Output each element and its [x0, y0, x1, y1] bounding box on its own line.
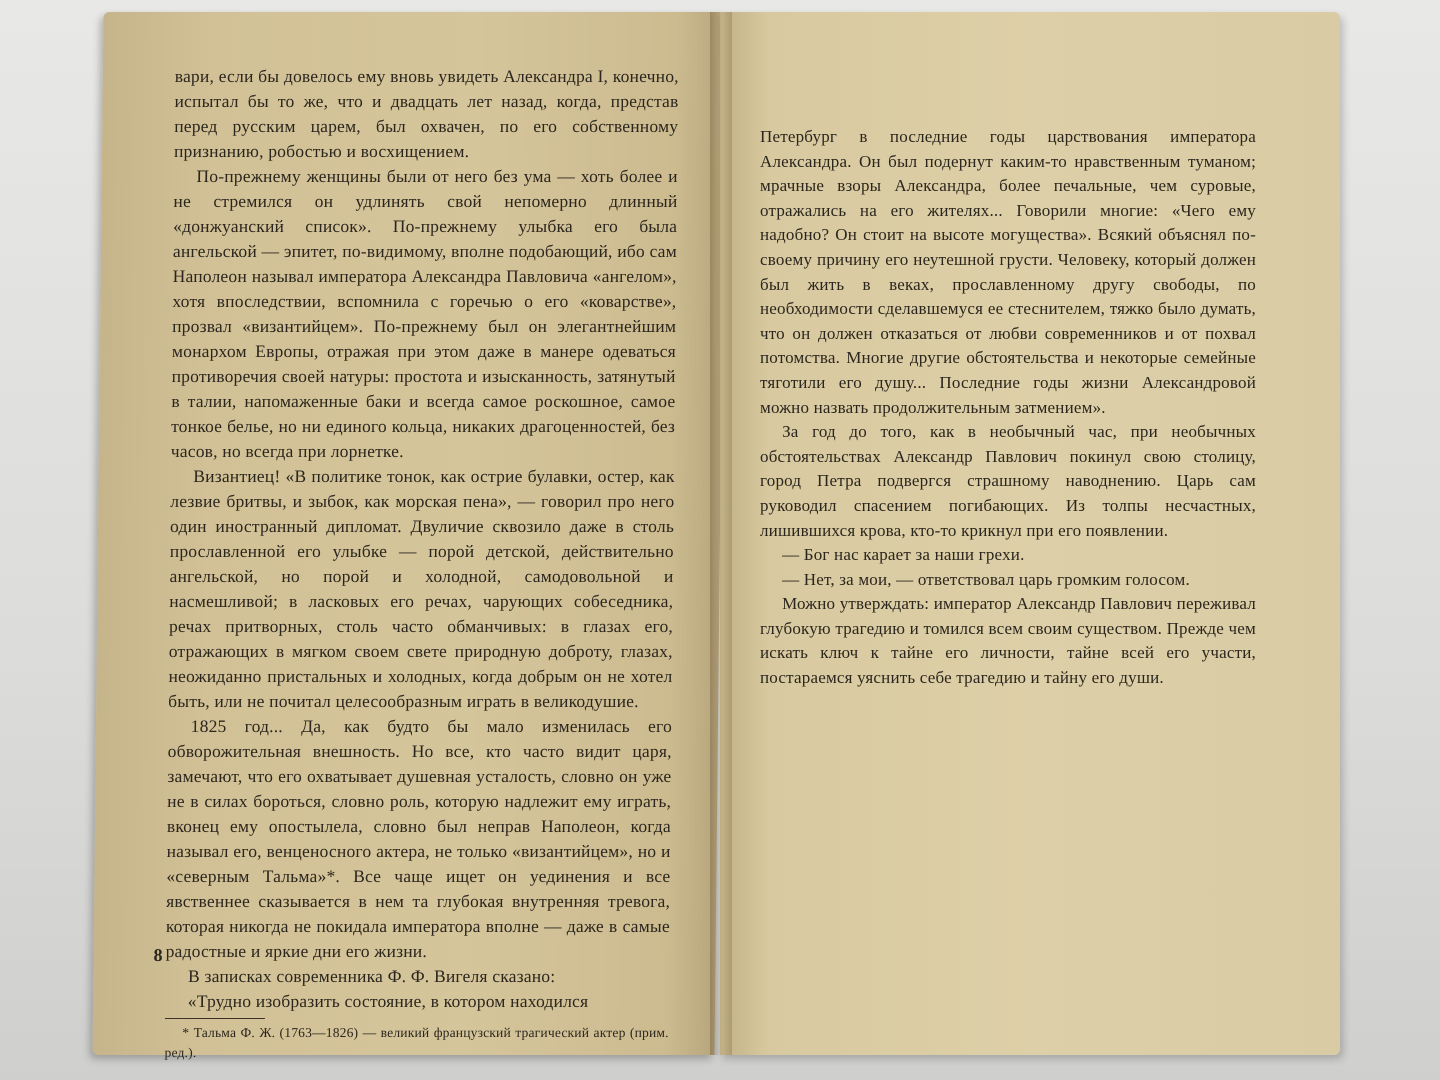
paragraph: Петербург в последние годы царствования императора Александра. Он был подернут каким-то нравственным туманом; мрачные взоры Александра, более печальные, чем суровые, отражались на его жителях... Говорили многие: «Чего ему надобно? Он стоит на высоте могущества». Всякий объяснял по-своему причину его неутешной грусти. Человеку, который должен был жить в веках, прославленному другу свободы, по необходимости сделавшемуся ее стеснителем, тяжко было думать, что он должен отказаться от любви современников и от похвал потомства. Многие другие обстоятельства и некоторые семейные тяготили его душу... Последние годы жизни Александровой можно назвать продолжительным затмением». [760, 127, 1256, 417]
paragraph: — Нет, за мои, — ответствовал царь громким голосом. [782, 569, 1190, 589]
left-page-text [164, 64, 678, 1063]
paragraph: По-прежнему женщины были от него без ума — хоть более и не стремился он удлинять свой непомерно длинный «донжуанский список». По-прежнему улыбка его была ангельской — эпитет, по-видимому, вполне подобающий, ибо сам Наполеон называл императора Александра Павловича «ангелом», хотя впоследствии, вспомнила с горечью о его «коварстве», прозвал «византийцем». По-прежнему был он элегантнейшим монархом Европы, отражая при этом даже в манере одеваться противоречия своей натуры: простота и изысканность, затянутый в талии, напомаженные баки и всегда самое роскошное, самое тонкое белье, но ни единого кольца, никаких драгоценностей, без часов, но всегда при лорнетке. [170, 166, 678, 461]
paragraph: Византиец! «В политике тонок, как острие булавки, остер, как лезвие бритвы, и зыбок, как морская пена», — говорил про него один иностранный дипломат. Двуличие сквозило даже в столь прославленной его улыбке — порой детской, действительно ангельской, но порой и холодной, самодовольной и насмешливой; в ласковых его речах, чарующих собеседника, речах притворных, столь часто обманчивых: в глазах его, отражающих в мягком своем свете природную доброту, глазах, неожиданно пристальных и холодных, когда добрым он не хотел быть, или не почитал целесообразным играть в великодушие. [168, 466, 675, 711]
left-page [93, 12, 726, 1060]
footnote-divider [165, 1018, 265, 1019]
paragraph: В записках современника Ф. Ф. Вигеля сказано: [188, 966, 556, 986]
right-page-text [760, 125, 1256, 691]
page-number: 8 [153, 945, 163, 965]
open-book [98, 12, 1340, 1060]
paragraph: За год до того, как в необычный час, при необычных обстоятельствах Александр Павлович покинул свою столицу, город Петра подвергся страшному наводнению. Царь сам руководил спасением погибающих. Из толпы несчастных, лишившихся крова, кто-то крикнул при его появлении. [760, 422, 1256, 540]
paragraph: 1825 год... Да, как будто бы мало изменилась его обворожительная внешность. Но все, кто часто видит царя, замечают, что его охватывает душевная усталость, словно он уже не в силах бороться, словно роль, которую надлежит ему играть, вконец ему опостылела, словно был неправ Наполеон, когда называл его, венценосного актера, не только «византийцем», но и «северным Тальма»*. Все чаще ищет он уединения и все явственнее сказывается в нем та глубокая внутренняя тревога, которая никогда не покидала императора вполне — даже в самые радостные и яркие дни его жизни. [165, 716, 673, 961]
paragraph: — Бог нас карает за наши грехи. [782, 545, 1025, 565]
right-page [720, 12, 1340, 1055]
paragraph: «Трудно изобразить состояние, в котором находился [187, 991, 589, 1011]
footnote: * Тальма Ф. Ж. (1763—1826) — великий французский трагический актер (прим. ред.). [164, 1025, 669, 1060]
paragraph: вари, если бы довелось ему вновь увидеть Александра I, конечно, испытал бы то же, что и двадцать лет назад, когда, представ перед русским царем, был охвачен, по его собственному признанию, робостью и восхищением. [173, 66, 679, 161]
paragraph: Можно утверждать: император Александр Павлович переживал глубокую трагедию и томился всем своим существом. Прежде чем искать ключ к тайне его личности, тайне всей его участи, постараемся уяснить себе трагедию и тайну его души. [760, 594, 1256, 688]
